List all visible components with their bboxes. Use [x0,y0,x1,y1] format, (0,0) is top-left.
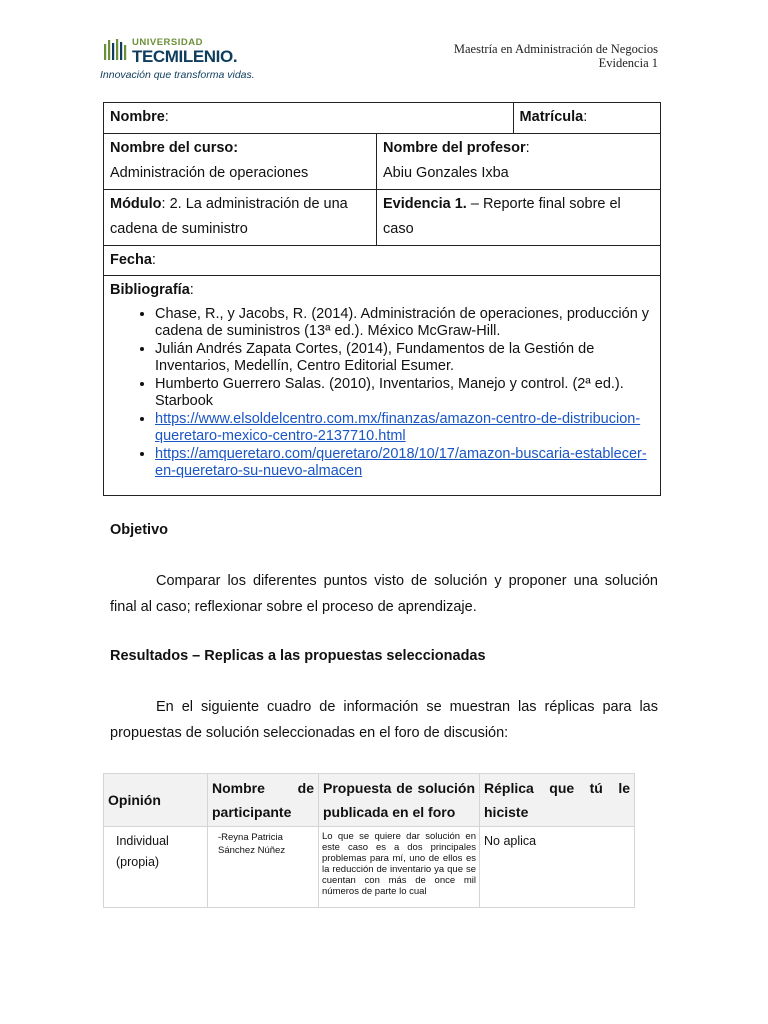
table-row [104,133,661,189]
matricula-label: Matrícula [519,109,584,125]
tecmilenio-leaf-icon [102,38,128,62]
objetivo-text: Comparar los diferentes puntos visto de solución y proponer una solución final al caso; reflexionar sobre el proceso de aprendizaje. [110,573,658,615]
table-row [104,103,661,134]
nombre-cell: Nombre: [104,103,514,134]
resultados-paragraph [110,694,658,746]
curso-value: Administración de operaciones [110,165,309,181]
table-header-row [104,774,635,827]
bibliography-link[interactable]: https://www.elsoldelcentro.com.mx/finanzas/amazon-centro-de-distribucion-queretaro-mexico-centro-2137710.html [155,410,641,444]
evidence-number: Evidencia 1 [598,56,658,70]
bibliography-item: • Julián Andrés Zapata Cortes, (2014), Fundamentos de la Gestión de Inventarios, Medellín, Centro Editorial Esumer. [155,341,654,376]
table-row [104,827,635,908]
replicas-table [103,773,635,908]
bibliography-item [155,411,654,446]
bibliography-link[interactable]: https://amqueretaro.com/queretaro/2018/10/17/amazon-buscaria-establecer-en-queretaro-su-nuevo-almacen [155,445,647,479]
document-header [454,42,658,70]
modulo-cell [104,189,377,245]
bibliography-item: • Chase, R., y Jacobs, R. (2014). Administración de operaciones, producción y cadena de suministros (13ª ed.). México McGraw-Hill. [155,306,654,341]
evidencia-cell [377,189,661,245]
curso-label: Nombre del curso: [110,139,239,156]
logo-university-text: UNIVERSIDAD [132,37,203,48]
fecha-cell: Fecha: [104,245,661,276]
resultados-heading: Resultados – Replicas a las propuestas seleccionadas [110,648,486,664]
logo-tagline: Innovación que transforma vidas. [100,69,255,81]
university-logo [100,36,260,86]
nombre-label: Nombre [110,109,165,125]
profesor-cell: Nombre del profesor: Abiu Gonzales Ixba [377,133,661,189]
resultados-text: En el siguiente cuadro de información se muestran las réplicas para las propuestas de solución seleccionadas en el foro de discusión: [110,699,658,741]
curso-cell [104,133,377,189]
replica-cell: No aplica [480,827,635,908]
profesor-value: Abiu Gonzales Ixba [383,165,509,181]
propuesta-cell: Lo que se quiere dar solución en este caso es a dos principales problemas para mí, uno de ellos es la reducción de inventario ya que se cuentan con más de once mil números de parte lo cual [319,827,480,908]
evidencia-value: – Reporte final sobre el caso [383,195,621,237]
fecha-label: Fecha [110,251,152,268]
participante-cell: -Reyna Patricia Sánchez Núñez [208,827,319,908]
column-header: Nombre de participante [208,774,319,827]
bibliografia-label: Bibliografía [110,282,190,298]
objetivo-paragraph [110,568,658,620]
opinion-cell: Individual (propia) [104,827,208,908]
bibliografia-cell: Bibliografía: • Chase, R., y Jacobs, R. (2014). Administración de operaciones, producción y cadena de suministros (13ª ed.). México McGraw-Hill. • Julián Andrés Zapata Cortes, (2014), Fundamentos de la Gestión de Inventarios, Medellín, Centro Editorial Esumer. • Humberto Guerrero Salas. (2010), Inventarios, Manejo y control. (2ª ed.). Starbook • https://www.elsoldelcentro.com.mx/finanzas/amazon-centro-de-distribucion-queretaro-mexico-centro-2137710.html • https://amqueretaro.com/queretaro/2018/10/17/amazon-buscaria-establecer-en-queretaro-su-nuevo-almacen [104,276,661,496]
evidencia-label: Evidencia 1. [383,195,467,212]
matricula-cell: Matrícula: [513,103,660,134]
objetivo-heading: Objetivo [110,522,169,538]
modulo-label: Módulo [110,195,162,212]
table-row [104,189,661,245]
profesor-label: Nombre del profesor [383,139,526,156]
column-header: Réplica que tú le hiciste [480,774,635,827]
column-header: Opinión [104,774,208,827]
program-name: Maestría en Administración de Negocios [453,42,658,56]
column-header: Propuesta de solución publicada en el foro [319,774,480,827]
table-row [104,245,661,276]
logo-name-text: TECMILENIO. [132,47,238,66]
table-row [104,276,661,496]
modulo-value: : 2. La administración de una cadena de suministro [110,195,348,237]
bibliography-item: • Humberto Guerrero Salas. (2010), Inventarios, Manejo y control. (2ª ed.). Starbook [155,376,654,411]
bibliography-item [155,446,654,481]
course-info-table [103,102,661,496]
bibliography-list [110,306,654,481]
